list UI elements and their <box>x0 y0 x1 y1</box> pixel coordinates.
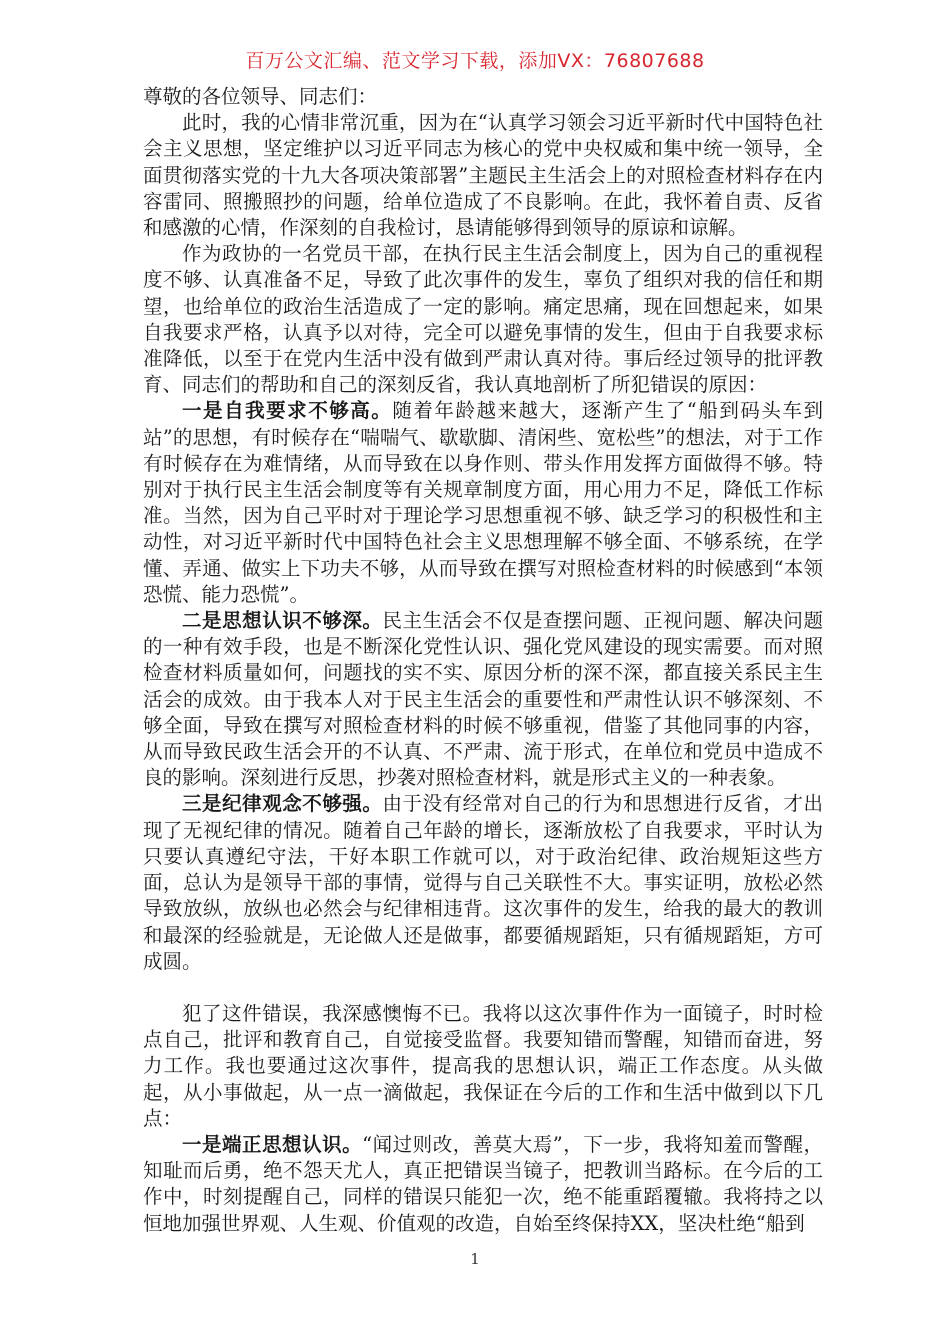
document-body <box>143 84 823 1237</box>
reason-2-heading: 二是思想认识不够深。 <box>182 609 383 633</box>
page-number: 1 <box>470 1250 480 1268</box>
measure-1-text: “闻过则改，善莫大焉”，下一步，我将知羞而警醒，知耻而后勇，绝不怨天尤人，真正把错误当镜子，把教训当路标。在今后的工作中，时刻提醒自己，同样的错误只能犯一次，绝不能重蹈覆辙。我将持之以恒地加强世界观、人生观、价值观的改造，自始至终保持XX，坚决杜绝“船到 <box>143 1132 823 1235</box>
paragraph-measure-1 <box>143 1132 823 1237</box>
paragraph-commitment: 犯了这件错误，我深感懊悔不已。我将以这次事件作为一面镜子，时时检点自己，批评和教育自己，自觉接受监督。我要知错而警醒，知错而奋进，努力工作。我也要通过这次事件，提高我的思想认识，端正工作态度。从头做起，从小事做起，从一点一滴做起，我保证在今后的工作和生活中做到以下几点： <box>143 1001 823 1130</box>
page-header: 百万公文汇编、范文学习下载，添加VX：76807688 <box>245 50 705 72</box>
paragraph-reason-2 <box>143 608 823 791</box>
reason-3-text: 由于没有经常对自己的行为和思想进行反省，才出现了无视纪律的情况。随着自己年龄的增长，逐渐放松了自我要求，平时认为只要认真遵纪守法，干好本职工作就可以，对于政治纪律、政治规矩这些方面，总认为是领导干部的事情，觉得与自己关联性不大。事实证明，放松必然导致放纵，放纵也必然会与纪律相违背。这次事件的发生，给我的最大的教训和最深的经验就是，无论做人还是做事，都要循规蹈矩，只有循规蹈矩，方可成圆。 <box>143 792 823 973</box>
measure-1-heading: 一是端正思想认识。 <box>182 1132 363 1156</box>
paragraph-intro: 此时，我的心情非常沉重，因为在“认真学习领会习近平新时代中国特色社会主义思想，坚定维护以习近平同志为核心的党中央权威和集中统一领导，全面贯彻落实党的十九大各项决策部署”主题民主生活会上的对照检查材料存在内容雷同、照搬照抄的问题，给单位造成了不良影响。在此，我怀着自责、反省和感激的心情，作深刻的自我检讨，恳请能够得到领导的原谅和谅解。 <box>143 111 823 240</box>
reason-3-heading: 三是纪律观念不够强。 <box>182 792 383 816</box>
reason-2-text: 民主生活会不仅是查摆问题、正视问题、解决问题的一种有效手段，也是不断深化党性认识、强化党风建设的现实需要。而对照检查材料质量如何，问题找的实不实、原因分析的深不深，都直接关系民主生活会的成效。由于我本人对于民主生活会的重要性和严肃性认识不够深刻、不够全面，导致在撰写对照检查材料的时候不够重视，借鉴了其他同事的内容，从而导致民政生活会开的不认真、不严肃、流于形式，在单位和党员中造成不良的影响。深刻进行反思，抄袭对照检查材料，就是形式主义的一种表象。 <box>143 609 823 790</box>
paragraph-background: 作为政协的一名党员干部，在执行民主生活会制度上，因为自己的重视程度不够、认真准备不足，导致了此次事件的发生，辜负了组织对我的信任和期望，也给单位的政治生活造成了一定的影响。痛定思痛，现在回想起来，如果自我要求严格，认真予以对待，完全可以避免事情的发生，但由于自我要求标准降低，以至于在党内生活中没有做到严肃认真对待。事后经过领导的批评教育、同志们的帮助和自己的深刻反省，我认真地剖析了所犯错误的原因： <box>143 242 823 397</box>
reason-1-heading: 一是自我要求不够高。 <box>182 399 393 423</box>
paragraph-reason-1 <box>143 398 823 608</box>
salutation: 尊敬的各位领导、同志们： <box>143 85 378 108</box>
reason-1-text: 随着年龄越来越大，逐渐产生了“船到码头车到站”的思想，有时候存在“喘喘气、歇歇脚、清闲些、宽松些”的想法，对于工作有时候存在为难情绪，从而导致在以身作则、带头作用发挥方面做得不够。特别对于执行民主生活会制度等有关规章制度方面，用心用力不足，降低工作标准。当然，因为自己平时对于理论学习思想重视不够、缺乏学习的积极性和主动性，对习近平新时代中国特色社会主义思想理解不够全面、不够系统，在学懂、弄通、做实上下功夫不够，从而导致在撰写对照检查材料的时候感到“本领恐慌、能力恐慌”。 <box>143 399 823 606</box>
paragraph-reason-3 <box>143 791 823 974</box>
